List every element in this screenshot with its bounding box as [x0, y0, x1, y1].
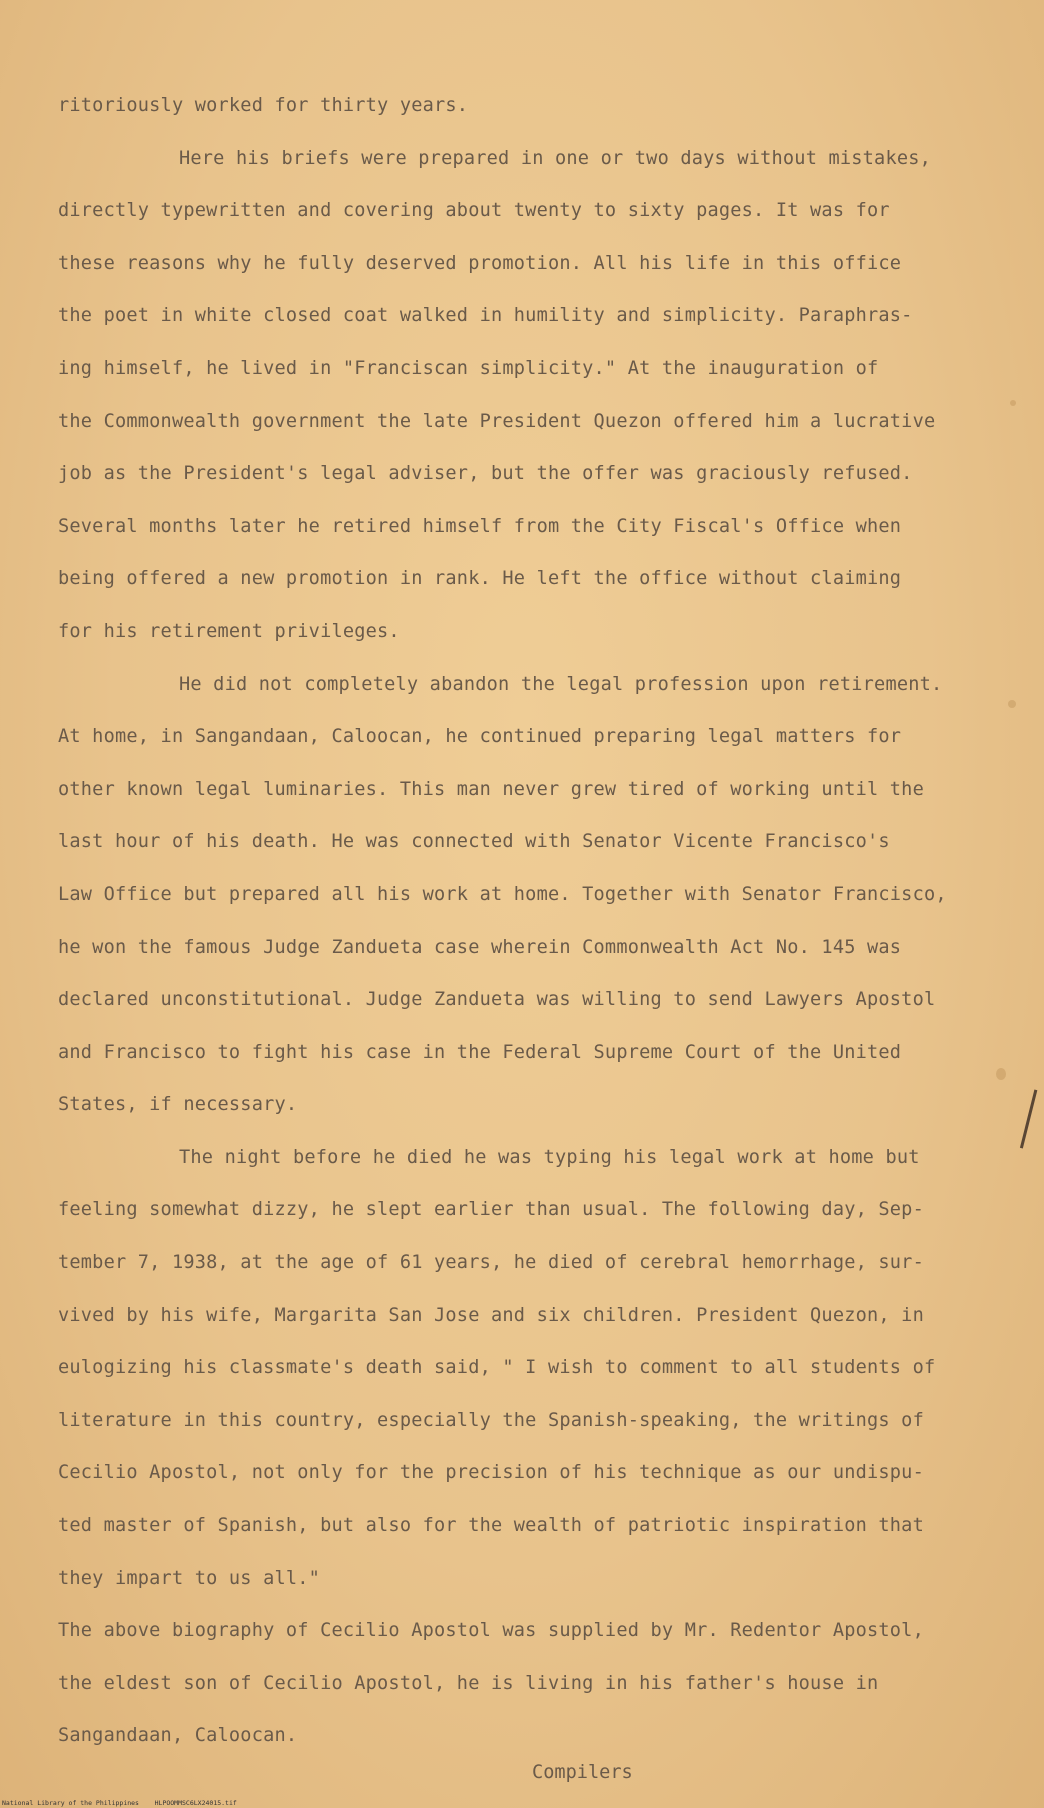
text-line: vived by his wife, Margarita San Jose and six children. President Quezon, in: [58, 1304, 924, 1326]
text-line: ted master of Spanish, but also for the wealth of patriotic inspiration that: [58, 1515, 924, 1537]
text-line: job as the President's legal adviser, but the offer was graciously refused.: [58, 463, 913, 485]
text-line: the eldest son of Cecilio Apostol, he is living in his father's house in: [58, 1672, 879, 1694]
text-line: the Commonwealth government the late President Quezon offered him a lucrative: [58, 410, 936, 432]
text-line: directly typewritten and covering about twenty to sixty pages. It was for: [58, 200, 890, 222]
text-line: the poet in white closed coat walked in humility and simplicity. Paraphras-: [58, 305, 913, 327]
text-line: literature in this country, especially the Spanish-speaking, the writings of: [58, 1409, 924, 1431]
text-line: States, if necessary.: [58, 1094, 298, 1116]
archive-footer: National Library of the Philippines HLPOOMMSC6LX24015.tif: [2, 1799, 237, 1807]
text-line: they impart to us all.": [58, 1567, 321, 1589]
text-line: and Francisco to fight his case in the Federal Supreme Court of the United: [58, 1041, 902, 1063]
text-line: eulogizing his classmate's death said, " I wish to comment to all students of: [58, 1357, 936, 1379]
text-line: He did not completely abandon the legal profession upon retirement.: [179, 673, 943, 695]
text-line: The night before he died he was typing his legal work at home but: [179, 1146, 920, 1168]
text-line: ing himself, he lived in "Franciscan simplicity." At the inauguration of: [58, 357, 879, 379]
text-line: Here his briefs were prepared in one or two days without mistakes,: [179, 147, 932, 169]
text-line: tember 7, 1938, at the age of 61 years, he died of cerebral hemorrhage, sur-: [58, 1252, 924, 1274]
text-line: Cecilio Apostol, not only for the precision of his technique as our undispu-: [58, 1462, 924, 1484]
text-line: feeling somewhat dizzy, he slept earlier than usual. The following day, Sep-: [58, 1199, 924, 1221]
paper-edge-mark: [1020, 1090, 1044, 1151]
text-line: these reasons why he fully deserved promotion. All his life in this office: [58, 252, 902, 274]
text-line: he won the famous Judge Zandueta case wherein Commonwealth Act No. 145 was: [58, 936, 902, 958]
text-line: At home, in Sangandaan, Caloocan, he continued preparing legal matters for: [58, 726, 902, 748]
text-line: The above biography of Cecilio Apostol was supplied by Mr. Redentor Apostol,: [58, 1620, 924, 1642]
text-line: being offered a new promotion in rank. He left the office without claiming: [58, 568, 902, 590]
text-line: Sangandaan, Caloocan.: [58, 1725, 298, 1747]
text-line: Law Office but prepared all his work at home. Together with Senator Francisco,: [58, 883, 947, 905]
text-line: ritoriously worked for thirty years.: [58, 95, 469, 116]
document-body: [58, 80, 1018, 1763]
text-line: for his retirement privileges.: [58, 620, 400, 642]
text-line: Several months later he retired himself from the City Fiscal's Office when: [58, 515, 902, 537]
text-line: declared unconstitutional. Judge Zandueta was willing to send Lawyers Apostol: [58, 989, 936, 1011]
text-line: other known legal luminaries. This man never grew tired of working until the: [58, 778, 924, 800]
text-line: last hour of his death. He was connected with Senator Vicente Francisco's: [58, 831, 890, 853]
compilers-signature: Compilers: [532, 1762, 633, 1783]
